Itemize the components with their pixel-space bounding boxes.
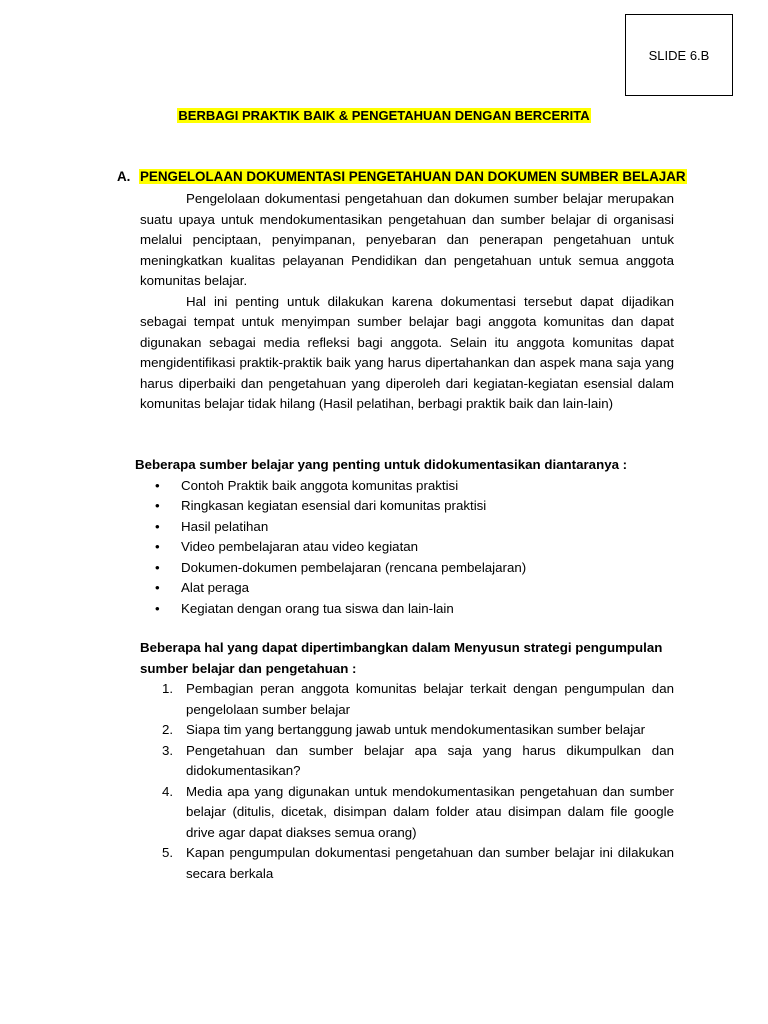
bullet-icon: • xyxy=(155,600,160,616)
list-item: • Kegiatan dengan orang tua siswa dan lain-lain xyxy=(135,599,695,620)
strategy-heading: Beberapa hal yang dapat dipertimbangkan dalam Menyusun strategi pengumpulan sumber belajar dan pengetahuan : xyxy=(140,640,663,676)
list-item: 5. Kapan pengumpulan dokumentasi pengetahuan dan sumber belajar ini dilakukan secara berkala xyxy=(162,845,674,881)
section-heading xyxy=(117,169,687,184)
item-number: 3. xyxy=(162,742,174,758)
list-item: • Alat peraga xyxy=(135,578,695,599)
list-item: 3. Pengetahuan dan sumber belajar apa saja yang harus dikumpulkan dan didokumentasikan? xyxy=(162,742,674,778)
item-number: 4. xyxy=(162,783,174,799)
slide-label-box xyxy=(625,14,733,96)
bullet-icon: • xyxy=(155,518,160,534)
list-item: 4. Media apa yang digunakan untuk mendokumentasikan pengetahuan dan sumber belajar (ditulis, dicetak, disimpan dalam folder atau disimpan dalam file google drive agar dapat diakses semua orang) xyxy=(162,783,674,840)
sources-list xyxy=(135,476,695,620)
strategy-section xyxy=(140,638,674,884)
paragraph: Hal ini penting untuk dilakukan karena dokumentasi tersebut dapat dijadikan sebagai tempat untuk menyimpan sumber belajar bagi anggota komunitas dan dapat digunakan sebagai media refleksi bagi anggota. Selain itu anggota komunitas dapat mengidentifikasi praktik-praktik baik yang harus dipertahankan dan aspek mana saja yang harus diperbaiki dan pengetahuan yang diperoleh dari kegiatan-kegiatan esensial dalam komunitas belajar tidak hilang (Hasil pelatihan, berbagi praktik baik dan lain-lain) xyxy=(140,293,674,411)
bullet-icon: • xyxy=(155,580,160,595)
bullet-icon: • xyxy=(155,477,160,493)
section-heading-text: PENGELOLAAN DOKUMENTASI PENGETAHUAN DAN DOKUMEN SUMBER BELAJAR xyxy=(140,169,686,184)
list-item: • Contoh Praktik baik anggota komunitas praktisi xyxy=(135,476,695,497)
bullet-icon: • xyxy=(155,559,160,575)
intro-paragraphs xyxy=(140,189,674,415)
list-item: • Dokumen-dokumen pembelajaran (rencana pembelajaran) xyxy=(135,558,695,579)
list-item: 1. Pembagian peran anggota komunitas belajar terkait dengan pengumpulan dan pengelolaan sumber belajar xyxy=(162,681,674,717)
list-item: • Video pembelajaran atau video kegiatan xyxy=(135,537,695,558)
sources-heading: Beberapa sumber belajar yang penting untuk didokumentasikan diantaranya : xyxy=(135,457,628,472)
strategy-list xyxy=(140,679,674,884)
paragraph: Pengelolaan dokumentasi pengetahuan dan dokumen sumber belajar merupakan suatu upaya untuk mendokumentasikan pengetahuan dan sumber belajar di organisasi melalui penciptaan, penyimpanan, penyebaran dan penerapan pengetahuan untuk meningkatkan kualitas pelayanan Pendidikan dan pengetahuan untuk semua anggota komunitas belajar. xyxy=(140,191,674,288)
list-item: • Hasil pelatihan xyxy=(135,517,695,538)
section-letter: A. xyxy=(117,169,131,184)
item-number: 2. xyxy=(162,722,174,737)
item-number: 1. xyxy=(162,681,174,696)
document-title-text: BERBAGI PRAKTIK BAIK & PENGETAHUAN DENGAN BERCERITA xyxy=(178,108,590,123)
bullet-icon: • xyxy=(155,498,160,513)
document-title xyxy=(0,108,768,123)
list-item: 2. Siapa tim yang bertanggung jawab untuk mendokumentasikan sumber belajar xyxy=(140,720,674,741)
slide-label: SLIDE 6.B xyxy=(648,47,710,63)
item-number: 5. xyxy=(162,845,174,860)
sources-section xyxy=(135,455,695,619)
bullet-icon: • xyxy=(155,539,160,554)
list-item: • Ringkasan kegiatan esensial dari komunitas praktisi xyxy=(135,496,695,517)
